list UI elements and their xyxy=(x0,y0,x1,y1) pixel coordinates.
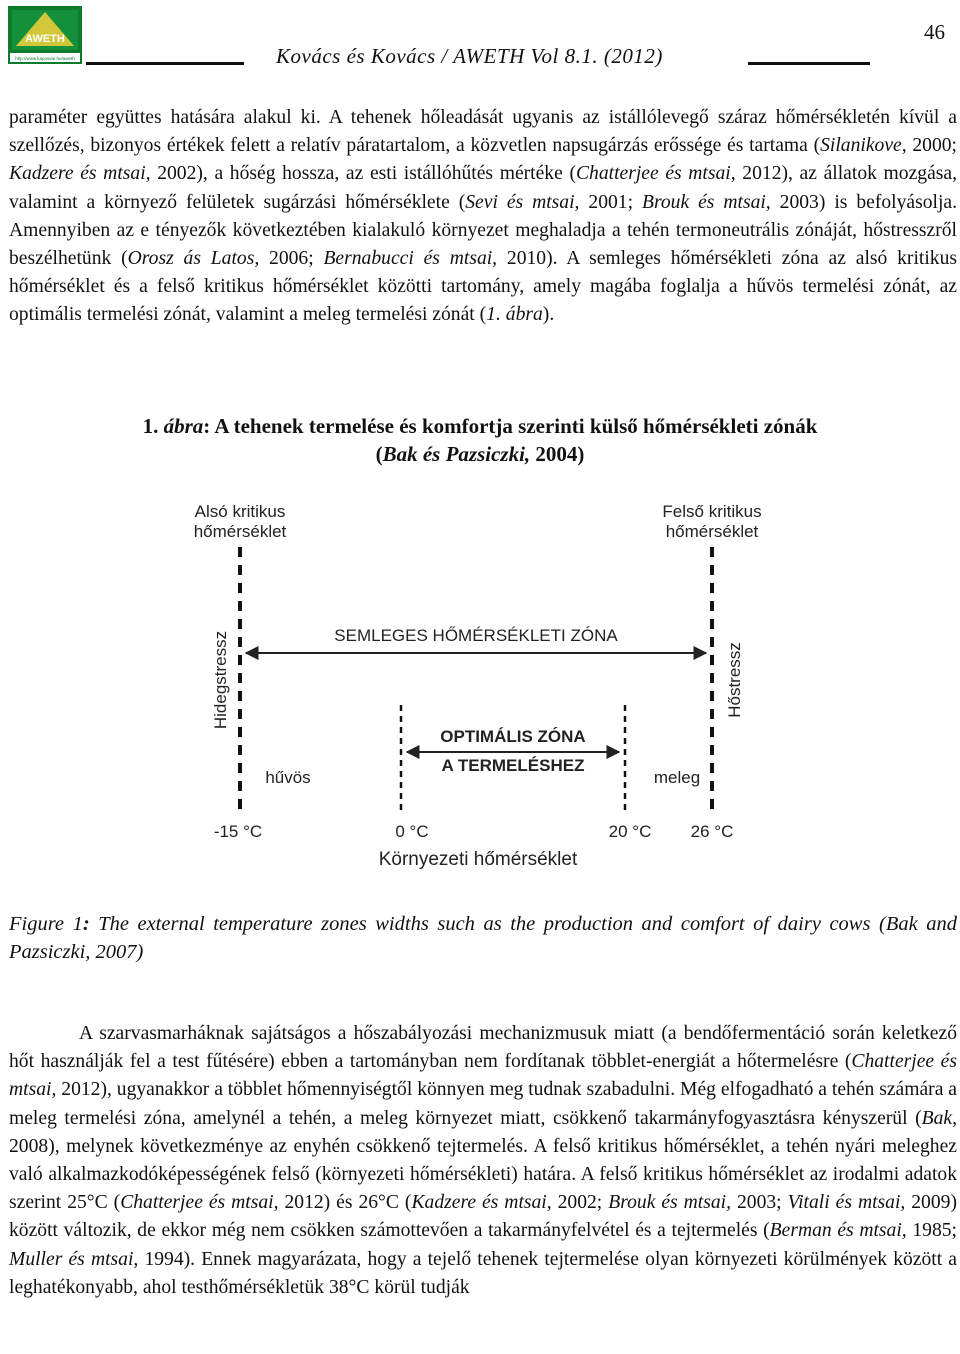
axis-label: Környezeti hőmérséklet xyxy=(378,849,578,870)
upper-critical-label-2: hőmérséklet xyxy=(665,522,759,541)
tick-label-0: 0 °C xyxy=(395,822,429,841)
page-number: 46 xyxy=(924,20,945,44)
optimal-zone-label-1: OPTIMÁLIS ZÓNA xyxy=(440,727,586,746)
warm-zone-label: meleg xyxy=(653,768,701,787)
journal-logo xyxy=(8,6,82,64)
logo-text: AWETH xyxy=(25,33,65,45)
page-header xyxy=(0,0,960,80)
figure-caption-title: 1. ábra: A tehenek termelése és komfortja szerinti külső hőmérsékleti zónák xyxy=(142,414,818,438)
header-rule-left xyxy=(86,62,244,65)
tick-label-20: 20 °C xyxy=(608,822,652,841)
tick-label-minus15: -15 °C xyxy=(213,822,263,841)
lower-critical-label-1: Alsó kritikus xyxy=(194,502,286,521)
body-paragraph-1: paraméter együttes hatására alakul ki. A tehenek hőleadását ugyanis az istállólevegő száraz hőmérsékletén kívül a szellőzés, bizonyos értékek felett a relatív páratartalom, a közvetlen napsugárzás erőssége és tartama (Silanikove, 2000; Kadzere és mtsai, 2002), a hőség hossza, az esti istállóhűtés mértéke (Chatterjee és mtsai, 2012), az állatok mozgása, valamint a környező felületek sugárzási hőmérséklete (Sevi és mtsai, 2001; Brouk és mtsai, 2003) is befolyásolja. Amennyiben az e tényezők következtében kialakuló környezet meghaladja a tehén termoneutrális zónáját, hőstresszről beszélhetünk (Orosz ás Latos, 2006; Bernabucci és mtsai, 2010). A semleges hőmérsékleti zóna az alsó kritikus hőmérséklet és a felső kritikus hőmérséklet közötti tartomány, amely magába foglalja a hűvös termelési zónát, az optimális termelési zónát, valamint a meleg termelési zónát (1. ábra). xyxy=(9,107,957,326)
header-rule-right xyxy=(748,62,870,65)
upper-critical-label-1: Felső kritikus xyxy=(662,502,762,521)
figure-caption-english: Figure 1: The external temperature zones widths such as the production and comfort of dairy cows (Bak and Pazsiczki, 2007) xyxy=(9,913,957,963)
tick-label-26: 26 °C xyxy=(690,822,734,841)
neutral-zone-label: SEMLEGES HŐMÉRSÉKLETI ZÓNA xyxy=(334,626,618,645)
heat-stress-label: Hőstressz xyxy=(725,642,744,718)
figure-caption-source: (Bak és Pazsiczki, 2004) xyxy=(375,442,585,466)
running-head: Kovács és Kovács / AWETH Vol 8.1. (2012) xyxy=(276,44,663,68)
lower-critical-label-2: hőmérséklet xyxy=(193,522,287,541)
temperature-zone-diagram xyxy=(180,495,790,875)
logo-url: http://www.kaposvar.hu/aweth xyxy=(15,56,75,61)
body-paragraph-2: A szarvasmarháknak sajátságos a hőszabályozási mechanizmusuk miatt (a bendőfermentáció során keletkező hőt használják fel a test fűtésére) ebben a tartományban nem fordítanak többlet-energiát a hőtermelésre (Chatterjee és mtsai, 2012), ugyanakkor a többlet hőmennyiségtől könnyen meg tudnak szabadulni. Még elfogadható a tehén számára a meleg termelési zóna, amelynél a tehén, a meleg környezet miatt, csökkenő takarmányfogyasztásra kényszerül (Bak, 2008), melynek következménye az enyhén csökkenő tejtermelés. A felső kritikus hőmérséklet, a tehén nyári meleghez való alkalmazkodóképességének felső (környezeti hőmérsékleti) határa. A felső kritikus hőmérséklet az irodalmi adatok szerint 25°C (Chatterjee és mtsai, 2012) és 26°C (Kadzere és mtsai, 2002; Brouk és mtsai, 2003; Vitali és mtsai, 2009) között változik, de ekkor még nem csökken számottevően a takarmányfelvétel és a tejtermelés (Berman és mtsai, 1985; Muller és mtsai, 1994). Ennek magyarázata, hogy a tejelő tehenek tejtermelése olyan környezeti körülmények között a leghatékonyabb, ahol testhőmérsékletük 38°C körül tudják xyxy=(9,1023,958,1298)
cold-stress-label: Hidegstressz xyxy=(211,630,230,730)
cool-zone-label: hűvös xyxy=(265,768,311,787)
optimal-zone-label-2: A TERMELÉSHEZ xyxy=(441,756,585,775)
